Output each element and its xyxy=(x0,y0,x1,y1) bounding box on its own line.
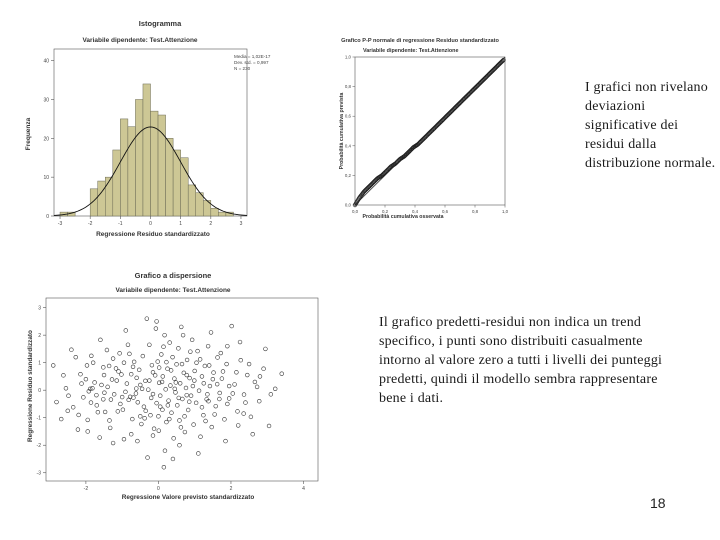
scatter-x-tick-label: 4 xyxy=(302,486,305,492)
page-number: 18 xyxy=(650,495,666,511)
pp-y-tick-label: 0,8 xyxy=(344,84,351,90)
histogram-bar xyxy=(105,177,113,216)
scatter-chart xyxy=(20,266,325,506)
note-normality: I grafici non rivelano deviazioni significative dei residui dalla distribuzione normale. xyxy=(585,80,716,171)
pp-xlabel: Probabilità cumulativa osservata xyxy=(362,214,444,220)
scatter-subtitle: Variabile dipendente: Test.Attenzione xyxy=(115,287,231,294)
scatter-y-tick-label: -2 xyxy=(36,443,41,450)
scatter-y-tick-label: 1 xyxy=(38,360,41,367)
pp-y-tick-label: 1,0 xyxy=(344,54,351,60)
histogram-x-tick-label: -2 xyxy=(87,221,93,227)
pp-subtitle: Variabile dipendente: Test.Attenzione xyxy=(363,48,459,54)
pp-x-tick-label: 0,6 xyxy=(441,209,449,214)
histogram-y-tick-label: 20 xyxy=(43,136,49,143)
pp-x-tick-label: 0,8 xyxy=(471,209,479,214)
pp-y-tick-label: 0,0 xyxy=(344,202,351,208)
histogram-chart xyxy=(20,14,271,240)
histogram-legend-mean: Media = 1,02E-17 xyxy=(234,54,271,59)
histogram-xlabel: Regressione Residuo standardizzato xyxy=(96,231,210,238)
histogram-legend xyxy=(234,54,271,71)
histogram-bar xyxy=(211,208,219,216)
histogram-bar xyxy=(113,150,121,216)
pp-x-tick-label: 1,0 xyxy=(501,209,509,214)
histogram-ylabel: Frequenza xyxy=(25,117,32,151)
histogram-subtitle: Variabile dipendente: Test.Attenzione xyxy=(82,37,198,44)
pp-y-tick-label: 0,4 xyxy=(344,143,351,149)
scatter-x-tick-label: -2 xyxy=(83,486,89,492)
histogram-bar xyxy=(196,193,204,216)
scatter-y-tick-label: -1 xyxy=(36,415,41,422)
scatter-y-tick-label: 2 xyxy=(38,333,41,340)
histogram-x-tick-label: 1 xyxy=(179,221,183,227)
histogram-x-tick-label: 2 xyxy=(209,221,213,227)
scatter-y-tick-label: 0 xyxy=(38,388,41,395)
pp-y-tick-label: 0,2 xyxy=(344,172,351,178)
histogram-x-tick-label: 3 xyxy=(239,221,243,227)
histogram-x-tick-label: -1 xyxy=(118,221,123,227)
histogram-y-tick-label: 40 xyxy=(43,58,49,65)
pp-x-tick-label: 0,2 xyxy=(381,209,389,214)
scatter-title: Grafico a dispersione xyxy=(134,271,212,280)
histogram-y-tick-label: 10 xyxy=(43,175,49,182)
histogram-bar xyxy=(135,99,143,216)
scatter-xlabel: Regressione Valore previsto standardizzato xyxy=(121,494,255,501)
scatter-y-tick-label: 3 xyxy=(38,305,41,312)
scatter-y-tick-label: -3 xyxy=(36,470,41,477)
pp-y-tick-label: 0,6 xyxy=(344,113,351,119)
histogram-legend-std: Dev. std. = 0,997 xyxy=(234,60,269,65)
histogram-legend-n: N = 230 xyxy=(234,66,251,71)
histogram-bar xyxy=(188,185,196,216)
scatter-x-tick-label: 2 xyxy=(229,486,233,492)
scatter-x-tick-label: 0 xyxy=(157,486,160,492)
histogram-bar xyxy=(98,181,106,216)
histogram-bar xyxy=(90,189,98,216)
histogram-title: Istogramma xyxy=(138,19,182,28)
histogram-bar xyxy=(128,127,136,216)
histogram-y-tick-label: 30 xyxy=(43,97,49,104)
histogram-y-tick-label: 0 xyxy=(46,214,49,220)
histogram-x-tick-label: -3 xyxy=(57,221,63,227)
histogram-bar xyxy=(181,158,189,216)
note-residuals: Il grafico predetti-residui non indica un trend specifico, i punti sono distribuiti casualmente intorno al valore zero a tutti i livelli dei punteggi predetti, quindi il modello sembra rappresentare bene i dati. xyxy=(379,315,663,406)
pp-x-tick-label: 0,0 xyxy=(351,209,359,214)
histogram-bar xyxy=(218,212,226,216)
histogram-bar xyxy=(166,138,174,216)
histogram-x-tick-label: 0 xyxy=(149,221,152,227)
histogram-bar xyxy=(120,119,128,216)
histogram-bar xyxy=(143,84,151,216)
pp-x-tick-label: 0,4 xyxy=(411,209,419,214)
pp-plot-chart xyxy=(333,33,513,223)
pp-ylabel: Probabilità cumulativa prevista xyxy=(339,92,345,170)
pp-title: Grafico P-P normale di regressione Residuo standardizzato xyxy=(341,38,499,44)
scatter-ylabel: Regressione Residuo standardizzato xyxy=(27,330,34,442)
